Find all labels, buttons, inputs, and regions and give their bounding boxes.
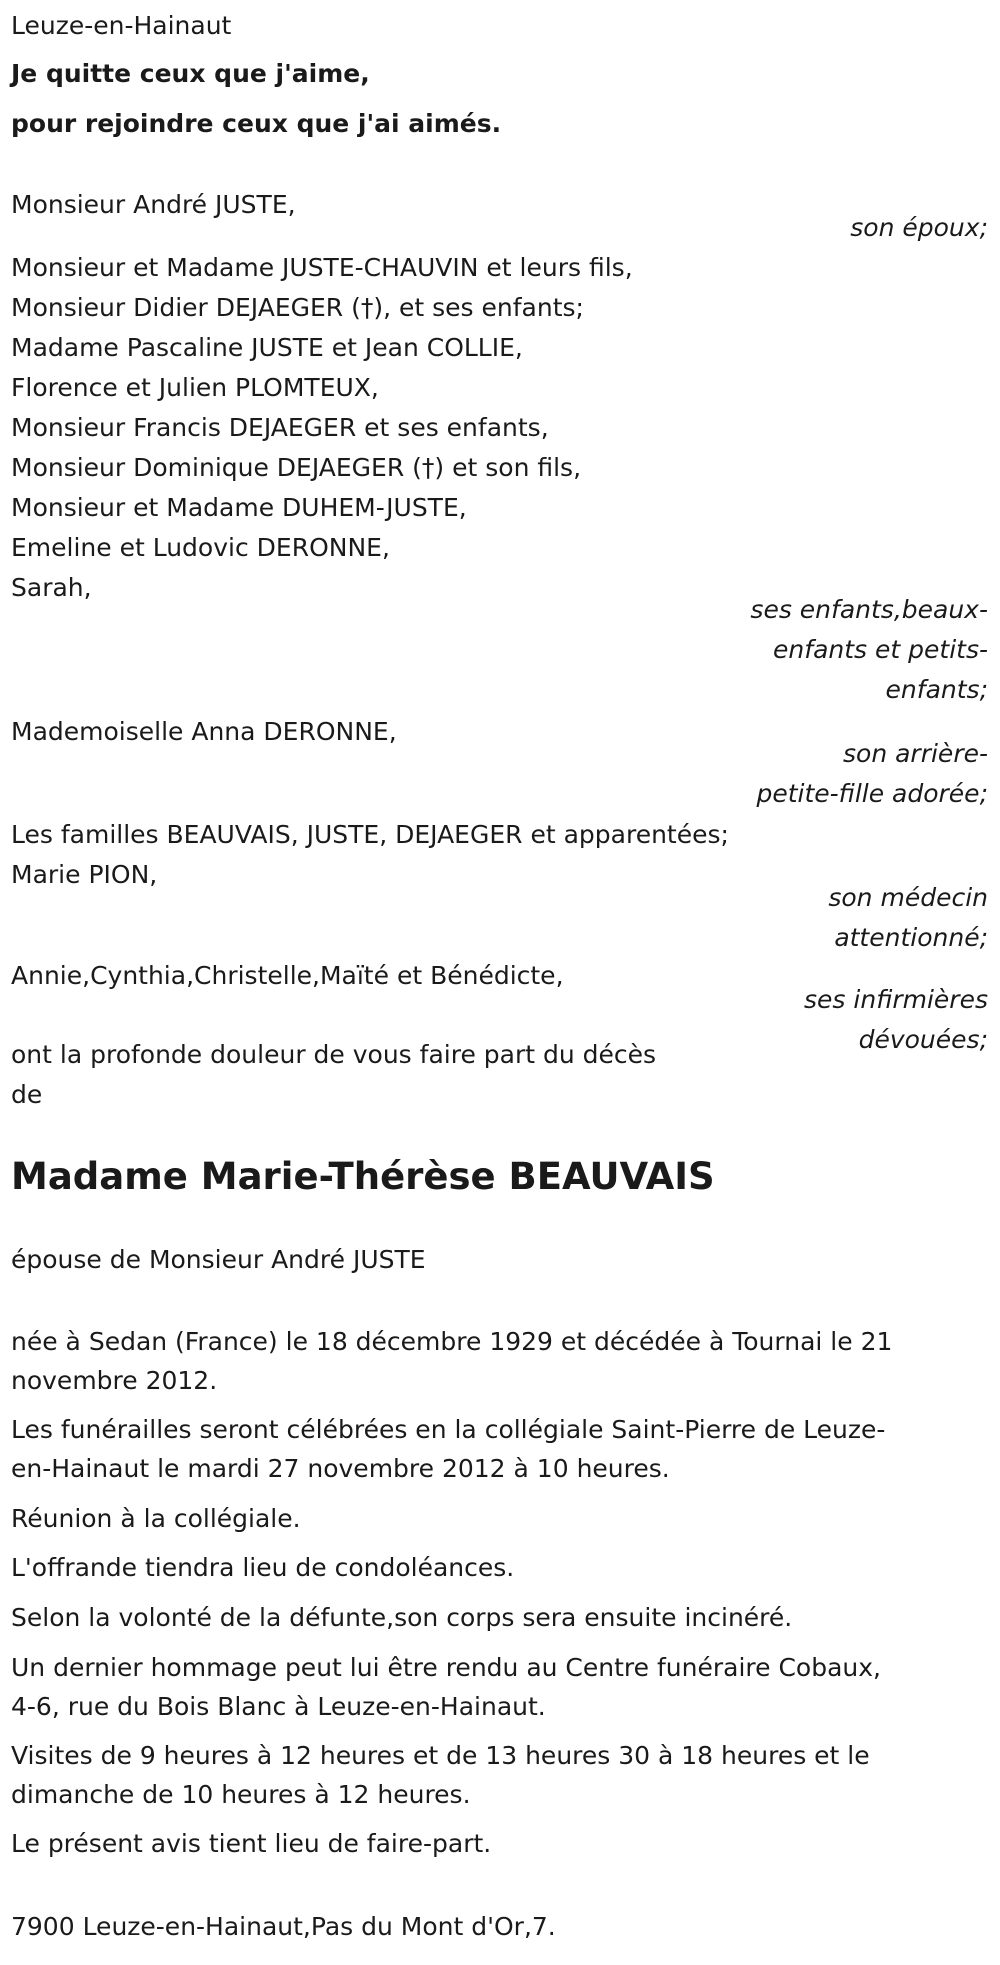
family-line: Florence et Julien PLOMTEUX, [11, 373, 379, 402]
family-line: Sarah, [11, 573, 92, 602]
detail-line: Réunion à la collégiale. [11, 1504, 301, 1533]
detail-line: en-Hainaut le mardi 27 novembre 2012 à 10 heures. [11, 1454, 670, 1483]
detail-line: Selon la volonté de la défunte,son corps sera ensuite incinéré. [11, 1603, 793, 1632]
great-grandchild-name: Mademoiselle Anna DERONNE, [11, 717, 397, 746]
families-line: Les familles BEAUVAIS, JUSTE, DEJAEGER et apparentées; [11, 820, 729, 849]
announcement-line-1: ont la profonde douleur de vous faire part du décès [11, 1040, 657, 1069]
detail-line: L'offrande tiendra lieu de condoléances. [11, 1553, 515, 1582]
family-line: Monsieur Didier DEJAEGER (†), et ses enfants; [11, 293, 584, 322]
children-relation-1: ses enfants,beaux- [750, 595, 988, 624]
place-header: Leuze-en-Hainaut [11, 11, 232, 40]
nurses-names: Annie,Cynthia,Christelle,Maïté et Bénédicte, [11, 961, 564, 990]
quote-line-2: pour rejoindre ceux que j'ai aimés. [11, 109, 502, 138]
detail-line: Les funérailles seront célébrées en la collégiale Saint-Pierre de Leuze- [11, 1415, 886, 1444]
family-line: Emeline et Ludovic DERONNE, [11, 533, 390, 562]
deceased-spouse-of: épouse de Monsieur André JUSTE [11, 1245, 426, 1274]
great-grandchild-relation-1: son arrière- [843, 739, 988, 768]
detail-line: 4-6, rue du Bois Blanc à Leuze-en-Hainaut. [11, 1692, 546, 1721]
family-line: Monsieur Dominique DEJAEGER (†) et son fils, [11, 453, 582, 482]
family-line: Monsieur Francis DEJAEGER et ses enfants, [11, 413, 549, 442]
great-grandchild-relation-2: petite-fille adorée; [756, 779, 988, 808]
children-relation-2: enfants et petits- [773, 635, 988, 664]
children-relation-3: enfants; [885, 675, 988, 704]
doctor-relation-2: attentionné; [834, 923, 988, 952]
deceased-name: Madame Marie-Thérèse BEAUVAIS [11, 1155, 715, 1198]
nurses-relation-1: ses infirmières [804, 985, 988, 1014]
detail-line: Un dernier hommage peut lui être rendu au Centre funéraire Cobaux, [11, 1653, 881, 1682]
family-line: Monsieur et Madame DUHEM-JUSTE, [11, 493, 467, 522]
detail-line: Visites de 9 heures à 12 heures et de 13 heures 30 à 18 heures et le [11, 1741, 870, 1770]
detail-line: novembre 2012. [11, 1366, 218, 1395]
spouse-name: Monsieur André JUSTE, [11, 190, 296, 219]
doctor-name: Marie PION, [11, 860, 158, 889]
address: 7900 Leuze-en-Hainaut,Pas du Mont d'Or,7. [11, 1912, 556, 1941]
family-line: Madame Pascaline JUSTE et Jean COLLIE, [11, 333, 523, 362]
nurses-relation-2: dévouées; [858, 1025, 988, 1054]
detail-line: née à Sedan (France) le 18 décembre 1929 et décédée à Tournai le 21 [11, 1327, 893, 1356]
detail-line: dimanche de 10 heures à 12 heures. [11, 1780, 471, 1809]
doctor-relation-1: son médecin [828, 883, 988, 912]
spouse-relation: son époux; [850, 213, 988, 242]
quote-line-1: Je quitte ceux que j'aime, [11, 59, 370, 88]
family-line: Monsieur et Madame JUSTE-CHAUVIN et leurs fils, [11, 253, 633, 282]
detail-line: Le présent avis tient lieu de faire-part. [11, 1829, 492, 1858]
announcement-line-2: de [11, 1080, 43, 1109]
